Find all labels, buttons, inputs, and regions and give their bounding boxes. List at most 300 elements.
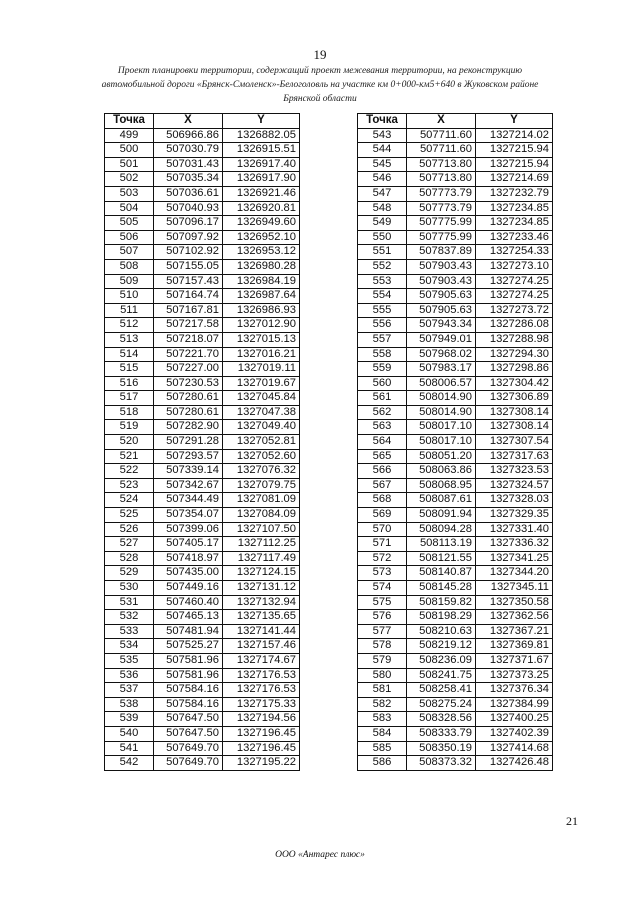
cell-y: 1327081.09 <box>223 493 300 508</box>
cell-y: 1327254.33 <box>476 245 553 260</box>
cell-x: 508236.09 <box>407 653 476 668</box>
table-row <box>358 537 553 552</box>
cell-x: 508140.87 <box>407 566 476 581</box>
table-row <box>358 347 553 362</box>
cell-x: 508241.75 <box>407 668 476 683</box>
cell-point: 510 <box>105 289 154 304</box>
table-row <box>358 332 553 347</box>
table-row <box>358 697 553 712</box>
table-row <box>358 157 553 172</box>
cell-y: 1327274.25 <box>476 289 553 304</box>
table-row <box>105 186 300 201</box>
cell-point: 567 <box>358 478 407 493</box>
cell-y: 1327124.15 <box>223 566 300 581</box>
cell-x: 508113.19 <box>407 537 476 552</box>
cell-x: 508219.12 <box>407 639 476 654</box>
cell-x: 507230.53 <box>154 376 223 391</box>
table-row <box>105 566 300 581</box>
table-row <box>358 201 553 216</box>
cell-y: 1327175.33 <box>223 697 300 712</box>
cell-x: 508017.10 <box>407 435 476 450</box>
table-row <box>105 610 300 625</box>
cell-y: 1326921.46 <box>223 186 300 201</box>
cell-y: 1327273.72 <box>476 303 553 318</box>
cell-point: 525 <box>105 508 154 523</box>
table-row <box>358 216 553 231</box>
cell-y: 1327234.85 <box>476 216 553 231</box>
cell-point: 508 <box>105 259 154 274</box>
table-row <box>358 230 553 245</box>
cell-y: 1327215.94 <box>476 157 553 172</box>
cell-y: 1327019.67 <box>223 376 300 391</box>
cell-y: 1327307.54 <box>476 435 553 450</box>
cell-point: 548 <box>358 201 407 216</box>
cell-x: 507943.34 <box>407 318 476 333</box>
cell-point: 507 <box>105 245 154 260</box>
table-row <box>358 362 553 377</box>
cell-x: 508091.94 <box>407 508 476 523</box>
cell-x: 507647.50 <box>154 712 223 727</box>
cell-point: 540 <box>105 726 154 741</box>
cell-y: 1327019.11 <box>223 362 300 377</box>
cell-y: 1327052.81 <box>223 435 300 450</box>
cell-point: 545 <box>358 157 407 172</box>
cell-x: 506966.86 <box>154 128 223 143</box>
table-row <box>358 683 553 698</box>
cell-point: 499 <box>105 128 154 143</box>
table-row <box>105 435 300 450</box>
cell-x: 508014.90 <box>407 405 476 420</box>
cell-y: 1326949.60 <box>223 216 300 231</box>
cell-point: 551 <box>358 245 407 260</box>
cell-x: 507773.79 <box>407 201 476 216</box>
cell-point: 542 <box>105 756 154 771</box>
cell-x: 508094.28 <box>407 522 476 537</box>
cell-x: 507339.14 <box>154 464 223 479</box>
cell-y: 1327195.22 <box>223 756 300 771</box>
cell-x: 507460.40 <box>154 595 223 610</box>
cell-point: 518 <box>105 405 154 420</box>
table-row <box>358 464 553 479</box>
cell-y: 1327052.60 <box>223 449 300 464</box>
cell-x: 507282.90 <box>154 420 223 435</box>
table-row <box>105 420 300 435</box>
cell-y: 1327196.45 <box>223 726 300 741</box>
table-row <box>105 391 300 406</box>
cell-y: 1327414.68 <box>476 741 553 756</box>
cell-x: 508014.90 <box>407 391 476 406</box>
table-row <box>105 508 300 523</box>
cell-point: 553 <box>358 274 407 289</box>
document-footer: ООО «Антарес плюс» <box>275 850 365 860</box>
cell-point: 554 <box>358 289 407 304</box>
table-row <box>358 712 553 727</box>
cell-point: 504 <box>105 201 154 216</box>
cell-x: 507217.58 <box>154 318 223 333</box>
cell-x: 507581.96 <box>154 668 223 683</box>
table-row <box>358 128 553 143</box>
cell-point: 570 <box>358 522 407 537</box>
cell-y: 1327331.40 <box>476 522 553 537</box>
cell-y: 1327341.25 <box>476 551 553 566</box>
table-row <box>105 259 300 274</box>
table-row <box>105 726 300 741</box>
cell-x: 507903.43 <box>407 274 476 289</box>
table-row <box>105 303 300 318</box>
cell-point: 524 <box>105 493 154 508</box>
cell-y: 1326917.40 <box>223 157 300 172</box>
cell-y: 1327107.50 <box>223 522 300 537</box>
cell-point: 502 <box>105 172 154 187</box>
cell-x: 507649.70 <box>154 741 223 756</box>
column-header-point: Точка <box>105 114 154 129</box>
cell-point: 584 <box>358 726 407 741</box>
table-row <box>358 303 553 318</box>
table-row <box>358 449 553 464</box>
cell-point: 574 <box>358 581 407 596</box>
table-row <box>358 551 553 566</box>
cell-y: 1327304.42 <box>476 376 553 391</box>
cell-point: 509 <box>105 274 154 289</box>
cell-point: 575 <box>358 595 407 610</box>
table-row <box>358 172 553 187</box>
cell-y: 1327344.20 <box>476 566 553 581</box>
cell-y: 1327350.58 <box>476 595 553 610</box>
cell-point: 543 <box>358 128 407 143</box>
cell-point: 520 <box>105 435 154 450</box>
cell-x: 507713.80 <box>407 157 476 172</box>
table-row <box>105 756 300 771</box>
cell-x: 508063.86 <box>407 464 476 479</box>
cell-y: 1327402.39 <box>476 726 553 741</box>
cell-y: 1326882.05 <box>223 128 300 143</box>
cell-x: 507031.43 <box>154 157 223 172</box>
cell-x: 507030.79 <box>154 143 223 158</box>
cell-y: 1327112.25 <box>223 537 300 552</box>
cell-y: 1327308.14 <box>476 420 553 435</box>
table-row <box>358 624 553 639</box>
cell-x: 507649.70 <box>154 756 223 771</box>
cell-point: 519 <box>105 420 154 435</box>
cell-y: 1327324.57 <box>476 478 553 493</box>
cell-x: 507221.70 <box>154 347 223 362</box>
cell-x: 508159.82 <box>407 595 476 610</box>
table-row <box>358 478 553 493</box>
table-row <box>358 756 553 771</box>
table-row <box>358 391 553 406</box>
cell-point: 563 <box>358 420 407 435</box>
table-row <box>105 522 300 537</box>
cell-y: 1327234.85 <box>476 201 553 216</box>
cell-point: 527 <box>105 537 154 552</box>
cell-point: 550 <box>358 230 407 245</box>
cell-y: 1327214.69 <box>476 172 553 187</box>
cell-point: 516 <box>105 376 154 391</box>
page-number-top: 19 <box>313 47 327 62</box>
cell-y: 1327045.84 <box>223 391 300 406</box>
table-row <box>105 624 300 639</box>
cell-y: 1327288.98 <box>476 332 553 347</box>
cell-y: 1327306.89 <box>476 391 553 406</box>
table-row <box>105 157 300 172</box>
cell-y: 1327084.09 <box>223 508 300 523</box>
table-row <box>358 435 553 450</box>
table-row <box>358 376 553 391</box>
cell-y: 1327016.21 <box>223 347 300 362</box>
cell-y: 1327174.67 <box>223 653 300 668</box>
cell-y: 1327367.21 <box>476 624 553 639</box>
document-header: Проект планировки территории, содержащий проект межевания территории, на реконструкцию автомобильной дороги «Брянск-Смоленск»-Белоголовль на участке км 0+000-км5+640 в Жуковском районе Брянской области <box>101 66 539 104</box>
cell-point: 534 <box>105 639 154 654</box>
cell-x: 507040.93 <box>154 201 223 216</box>
cell-point: 522 <box>105 464 154 479</box>
column-header-x: X <box>154 114 223 129</box>
cell-point: 580 <box>358 668 407 683</box>
table-row <box>105 347 300 362</box>
cell-point: 530 <box>105 581 154 596</box>
cell-x: 507711.60 <box>407 143 476 158</box>
table-row <box>105 493 300 508</box>
table-row <box>358 508 553 523</box>
cell-x: 507581.96 <box>154 653 223 668</box>
cell-y: 1327369.81 <box>476 639 553 654</box>
table-row <box>358 610 553 625</box>
table-row <box>358 186 553 201</box>
table-row <box>358 245 553 260</box>
cell-y: 1327076.32 <box>223 464 300 479</box>
cell-point: 586 <box>358 756 407 771</box>
cell-y: 1327298.86 <box>476 362 553 377</box>
cell-x: 507903.43 <box>407 259 476 274</box>
cell-y: 1327079.75 <box>223 478 300 493</box>
table-row <box>358 420 553 435</box>
cell-point: 560 <box>358 376 407 391</box>
table-row <box>105 464 300 479</box>
page-number-bottom: 21 <box>566 814 578 828</box>
column-header-point: Точка <box>358 114 407 129</box>
table-row <box>105 697 300 712</box>
cell-x: 507036.61 <box>154 186 223 201</box>
cell-y: 1327317.63 <box>476 449 553 464</box>
cell-y: 1327214.02 <box>476 128 553 143</box>
cell-x: 507711.60 <box>407 128 476 143</box>
cell-point: 529 <box>105 566 154 581</box>
cell-y: 1326952.10 <box>223 230 300 245</box>
cell-y: 1327345.11 <box>476 581 553 596</box>
cell-x: 507164.74 <box>154 289 223 304</box>
cell-x: 507481.94 <box>154 624 223 639</box>
cell-y: 1326920.81 <box>223 201 300 216</box>
cell-point: 528 <box>105 551 154 566</box>
cell-point: 503 <box>105 186 154 201</box>
table-row <box>105 551 300 566</box>
cell-x: 507291.28 <box>154 435 223 450</box>
cell-x: 507157.43 <box>154 274 223 289</box>
cell-x: 507097.92 <box>154 230 223 245</box>
cell-point: 582 <box>358 697 407 712</box>
table-row <box>358 726 553 741</box>
cell-y: 1327157.46 <box>223 639 300 654</box>
cell-x: 507837.89 <box>407 245 476 260</box>
cell-x: 508275.24 <box>407 697 476 712</box>
table-row <box>105 581 300 596</box>
cell-point: 577 <box>358 624 407 639</box>
cell-x: 508017.10 <box>407 420 476 435</box>
cell-point: 562 <box>358 405 407 420</box>
table-row <box>358 581 553 596</box>
cell-y: 1327232.79 <box>476 186 553 201</box>
table-row <box>105 201 300 216</box>
cell-point: 556 <box>358 318 407 333</box>
cell-point: 559 <box>358 362 407 377</box>
table-header-row <box>358 114 553 129</box>
table-row <box>105 478 300 493</box>
cell-x: 507227.00 <box>154 362 223 377</box>
cell-x: 507584.16 <box>154 697 223 712</box>
cell-y: 1327176.53 <box>223 668 300 683</box>
cell-y: 1326980.28 <box>223 259 300 274</box>
table-row <box>105 318 300 333</box>
table-row <box>358 318 553 333</box>
cell-y: 1327135.65 <box>223 610 300 625</box>
cell-point: 536 <box>105 668 154 683</box>
cell-x: 507525.27 <box>154 639 223 654</box>
cell-y: 1327215.94 <box>476 143 553 158</box>
table-row <box>358 493 553 508</box>
cell-point: 512 <box>105 318 154 333</box>
cell-point: 541 <box>105 741 154 756</box>
cell-y: 1327132.94 <box>223 595 300 610</box>
cell-y: 1327426.48 <box>476 756 553 771</box>
cell-point: 531 <box>105 595 154 610</box>
cell-y: 1327194.56 <box>223 712 300 727</box>
cell-x: 507035.34 <box>154 172 223 187</box>
table-row <box>358 668 553 683</box>
cell-x: 508333.79 <box>407 726 476 741</box>
cell-y: 1327286.08 <box>476 318 553 333</box>
cell-x: 507218.07 <box>154 332 223 347</box>
cell-y: 1327012.90 <box>223 318 300 333</box>
cell-x: 507280.61 <box>154 405 223 420</box>
cell-y: 1327117.49 <box>223 551 300 566</box>
cell-x: 507280.61 <box>154 391 223 406</box>
cell-y: 1327328.03 <box>476 493 553 508</box>
cell-point: 544 <box>358 143 407 158</box>
table-row <box>105 653 300 668</box>
table-row <box>105 245 300 260</box>
cell-x: 507713.80 <box>407 172 476 187</box>
table-row <box>105 639 300 654</box>
cell-y: 1327049.40 <box>223 420 300 435</box>
table-row <box>105 128 300 143</box>
cell-y: 1327336.32 <box>476 537 553 552</box>
cell-y: 1326984.19 <box>223 274 300 289</box>
cell-y: 1326917.90 <box>223 172 300 187</box>
cell-x: 507449.16 <box>154 581 223 596</box>
cell-point: 521 <box>105 449 154 464</box>
cell-x: 508210.63 <box>407 624 476 639</box>
cell-x: 507775.99 <box>407 216 476 231</box>
cell-point: 538 <box>105 697 154 712</box>
cell-x: 508328.56 <box>407 712 476 727</box>
cell-point: 571 <box>358 537 407 552</box>
cell-y: 1326987.64 <box>223 289 300 304</box>
table-row <box>358 289 553 304</box>
cell-x: 508373.32 <box>407 756 476 771</box>
table-row <box>358 639 553 654</box>
table-row <box>105 289 300 304</box>
cell-x: 507102.92 <box>154 245 223 260</box>
cell-point: 506 <box>105 230 154 245</box>
cell-x: 508121.55 <box>407 551 476 566</box>
table-row <box>358 522 553 537</box>
cell-point: 576 <box>358 610 407 625</box>
cell-x: 507293.57 <box>154 449 223 464</box>
cell-y: 1327376.34 <box>476 683 553 698</box>
cell-x: 508145.28 <box>407 581 476 596</box>
table-row <box>105 362 300 377</box>
cell-y: 1327329.35 <box>476 508 553 523</box>
cell-point: 523 <box>105 478 154 493</box>
cell-x: 507155.05 <box>154 259 223 274</box>
cell-x: 507647.50 <box>154 726 223 741</box>
table-row <box>105 376 300 391</box>
cell-point: 513 <box>105 332 154 347</box>
cell-y: 1327047.38 <box>223 405 300 420</box>
cell-x: 507775.99 <box>407 230 476 245</box>
cell-y: 1327294.30 <box>476 347 553 362</box>
cell-point: 533 <box>105 624 154 639</box>
cell-x: 507167.81 <box>154 303 223 318</box>
cell-x: 507949.01 <box>407 332 476 347</box>
cell-x: 507354.07 <box>154 508 223 523</box>
cell-point: 511 <box>105 303 154 318</box>
cell-y: 1327233.46 <box>476 230 553 245</box>
cell-point: 568 <box>358 493 407 508</box>
cell-point: 515 <box>105 362 154 377</box>
cell-x: 508087.61 <box>407 493 476 508</box>
cell-y: 1327273.10 <box>476 259 553 274</box>
cell-y: 1327131.12 <box>223 581 300 596</box>
cell-point: 585 <box>358 741 407 756</box>
table-row <box>105 537 300 552</box>
cell-x: 507584.16 <box>154 683 223 698</box>
cell-point: 569 <box>358 508 407 523</box>
cell-y: 1327373.25 <box>476 668 553 683</box>
table-row <box>358 653 553 668</box>
cell-point: 535 <box>105 653 154 668</box>
cell-x: 507983.17 <box>407 362 476 377</box>
cell-point: 557 <box>358 332 407 347</box>
cell-x: 507465.13 <box>154 610 223 625</box>
cell-point: 517 <box>105 391 154 406</box>
table-row <box>358 595 553 610</box>
cell-x: 507905.63 <box>407 289 476 304</box>
cell-x: 507399.06 <box>154 522 223 537</box>
cell-x: 507096.17 <box>154 216 223 231</box>
cell-x: 508068.95 <box>407 478 476 493</box>
table-row <box>358 143 553 158</box>
table-row <box>105 449 300 464</box>
cell-point: 514 <box>105 347 154 362</box>
cell-x: 507342.67 <box>154 478 223 493</box>
table-row <box>105 216 300 231</box>
cell-y: 1327323.53 <box>476 464 553 479</box>
table-row <box>358 741 553 756</box>
cell-x: 507435.00 <box>154 566 223 581</box>
cell-point: 537 <box>105 683 154 698</box>
cell-point: 505 <box>105 216 154 231</box>
